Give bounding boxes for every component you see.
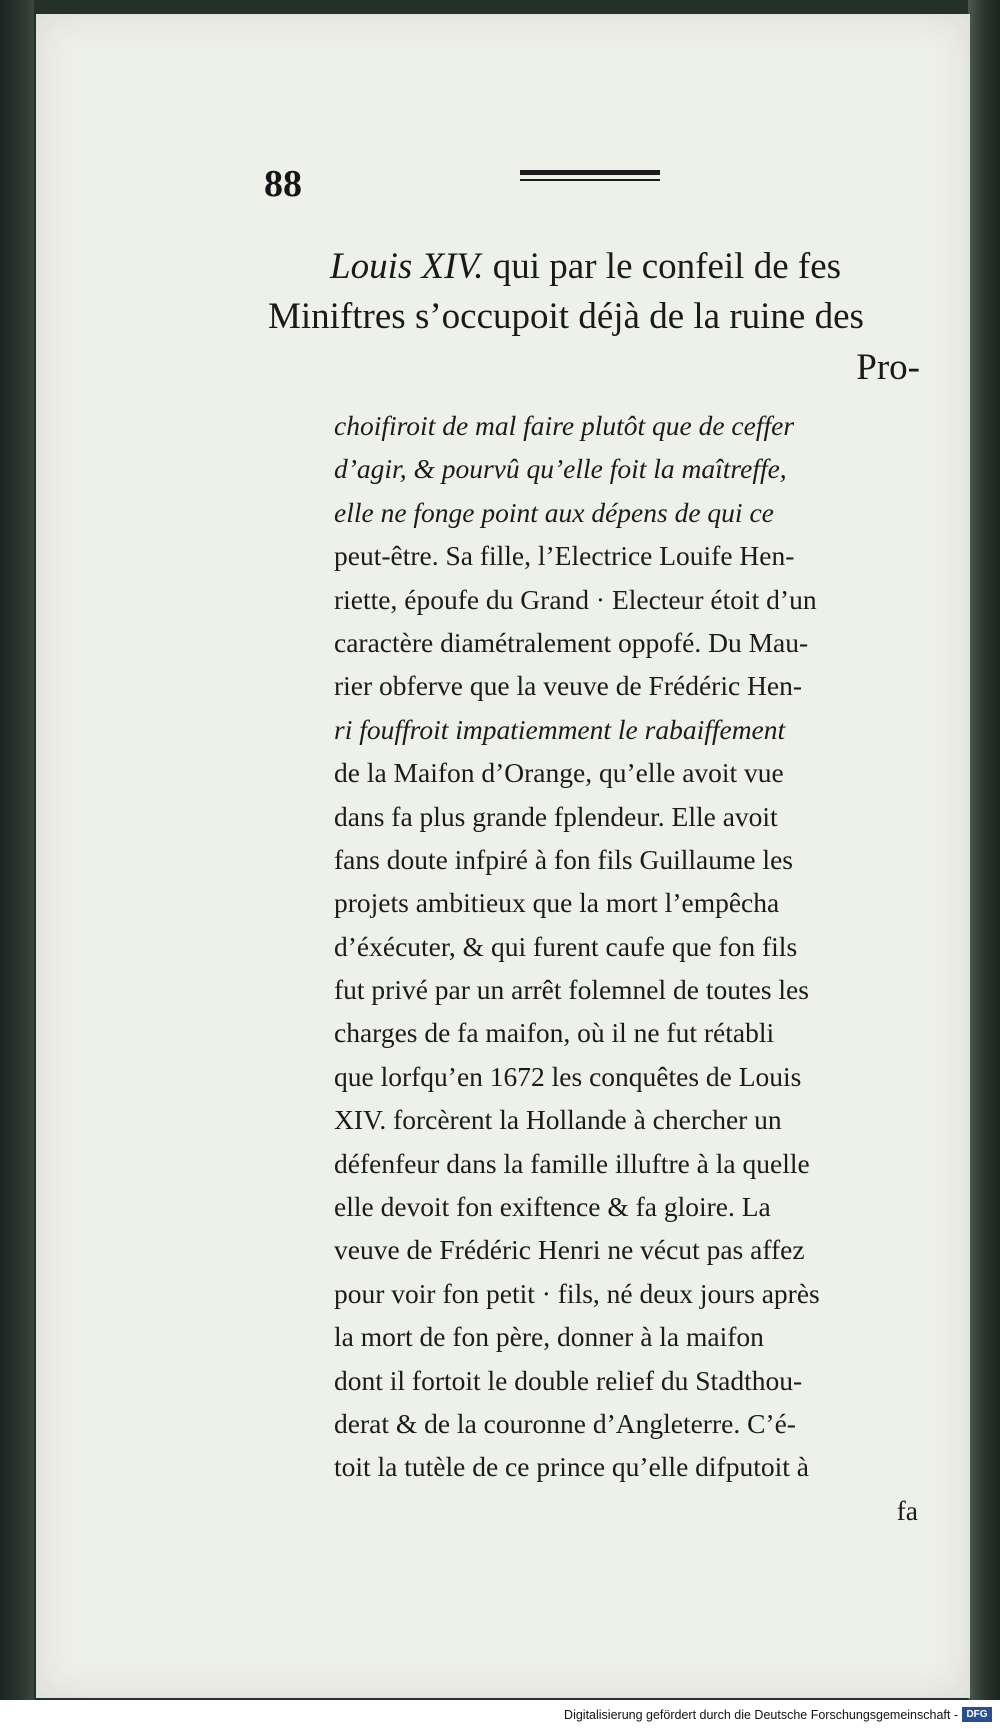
running-text-line-2: Miniftres s’occupoit déjà de la ruine des	[268, 296, 864, 337]
header-rule	[520, 170, 660, 181]
dfg-logo: DFG	[962, 1707, 992, 1722]
footnote-line: ri fouffroit impatiemment le rabaiffement	[334, 713, 786, 745]
footnote-line: toit la tutèle de ce prince qu’elle difputoit à	[334, 1451, 809, 1483]
footnote-line: la mort de fon père, donner à la maifon	[334, 1321, 764, 1353]
book-spine-left	[0, 0, 34, 1700]
running-text-italic: Louis XIV.	[330, 246, 484, 287]
footnote-line: d’agir, & pourvû qu’elle foit la maîtreffe,	[334, 453, 787, 485]
footnote-line: caractère diamétralement oppofé. Du Mau-	[334, 626, 809, 658]
footnote-line: peut-être. Sa fille, l’Electrice Louife Hen-	[334, 540, 795, 572]
footnote-line: dans fa plus grande fplendeur. Elle avoit	[334, 800, 778, 832]
footnote-block	[334, 404, 918, 1532]
footnote-line: fans doute infpiré à fon fils Guillaume les	[334, 843, 793, 875]
footnote-line: pour voir fon petit · fils, né deux jours après	[334, 1277, 820, 1309]
footnote-line: riette, époufe du Grand · Electeur étoit d’un	[334, 583, 817, 615]
footnote-line: projets ambitieux que la mort l’empêcha	[334, 887, 780, 919]
footnote-line: veuve de Frédéric Henri ne vécut pas affez	[334, 1234, 805, 1266]
footnote-line: elle devoit fon exiftence & fa gloire. La	[334, 1191, 771, 1223]
footnote-line: charges de fa maifon, où il ne fut rétabli	[334, 1017, 775, 1049]
running-text-line-1	[330, 242, 980, 292]
catchword: fa	[896, 1494, 918, 1526]
running-text-line-1-rest: qui par le confeil de fes	[483, 246, 842, 287]
footnote-line: défenfeur dans la famille illuftre à la quelle	[334, 1147, 810, 1179]
page-number: 88	[264, 163, 302, 205]
footnote-line: de la Maifon d’Orange, qu’elle avoit vue	[334, 757, 784, 789]
running-text-line-3: Pro-	[856, 347, 920, 388]
digitization-credit: Digitalisierung gefördert durch die Deutsche Forschungsgemeinschaft -	[564, 1708, 958, 1722]
footnote-line: dont il fortoit le double relief du Stadthou-	[334, 1364, 803, 1396]
footnote-line: XIV. forcèrent la Hollande à chercher un	[334, 1104, 782, 1136]
footnote-line: choifiroit de mal faire plutôt que de ceffer	[334, 410, 795, 441]
footnote-line: derat & de la couronne d’Angleterre. C’é-	[334, 1407, 796, 1439]
footnote-line: que lorfqu’en 1672 les conquêtes de Louis	[334, 1060, 802, 1092]
footnote-line: rier obferve que la veuve de Frédéric Hen-	[334, 670, 803, 702]
footnote-line: elle ne fonge point aux dépens de qui ce	[334, 496, 774, 528]
footnote-line: fut privé par un arrêt folemnel de toutes les	[334, 974, 809, 1006]
footnote-line: d’éxécuter, & qui furent caufe que fon fils	[334, 930, 798, 962]
